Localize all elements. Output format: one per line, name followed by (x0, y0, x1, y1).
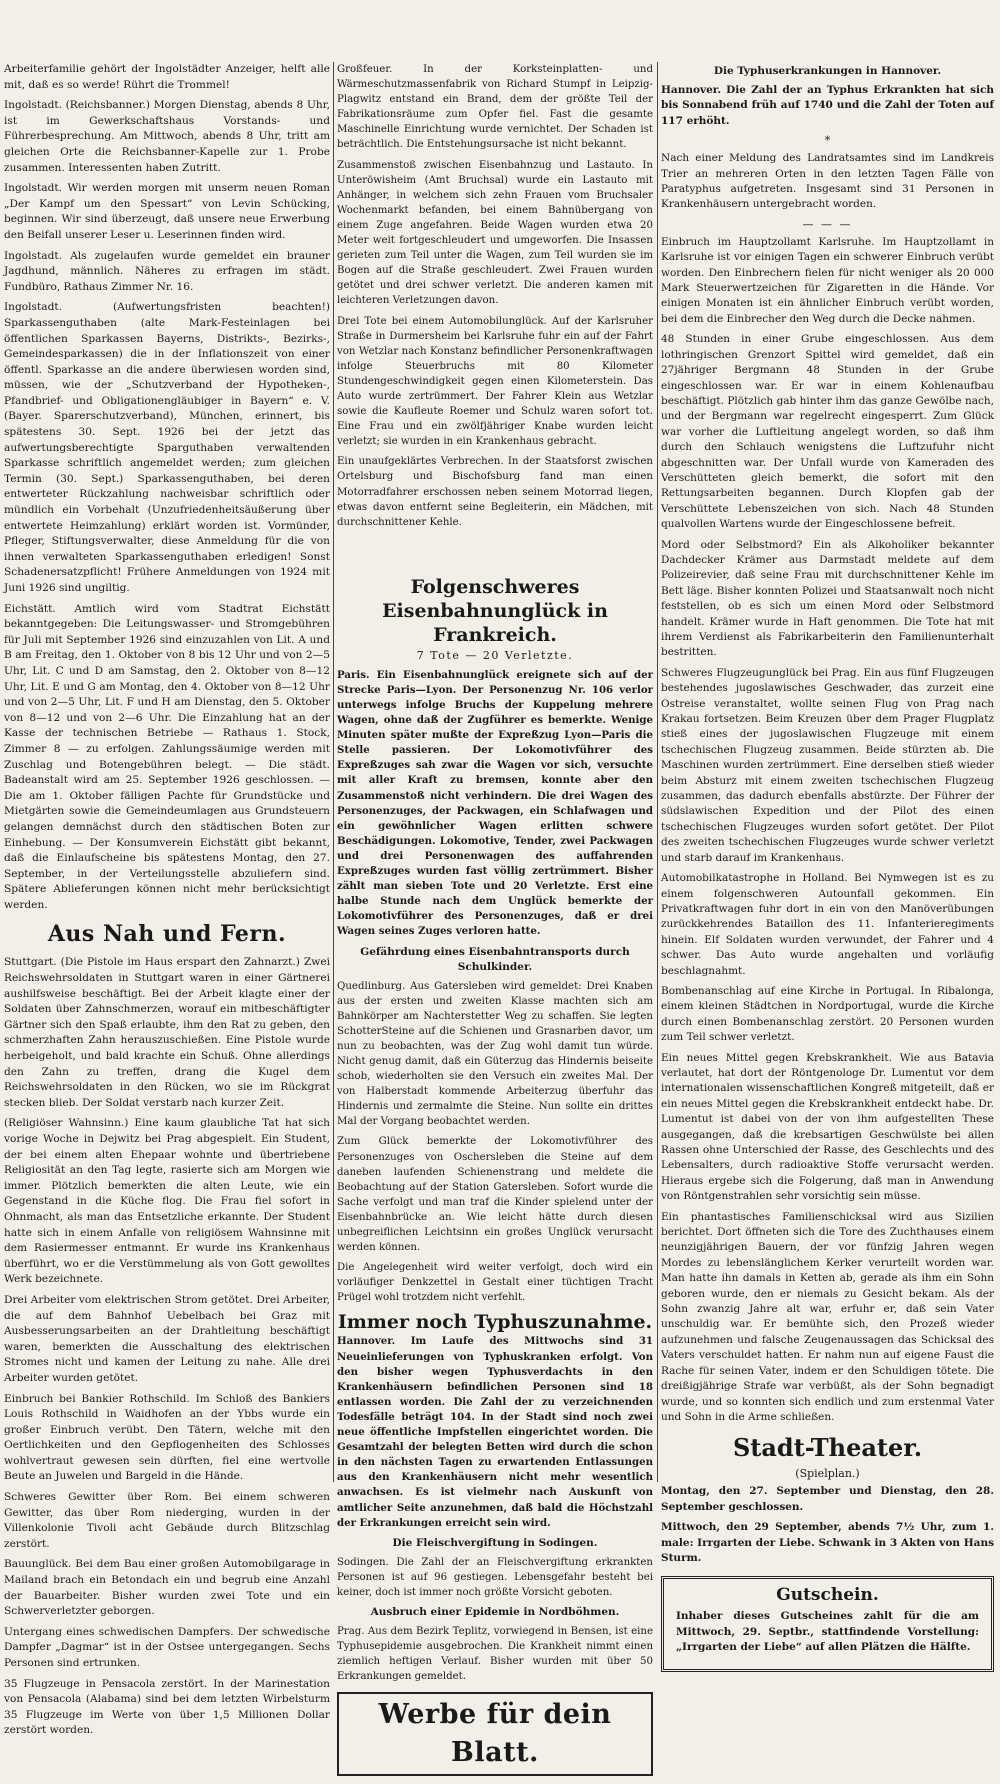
dash-divider: — — — (802, 217, 853, 231)
theater-paragraph: Mittwoch, den 29 September, abends 7½ Uhr, zum 1. male: Irrgarten der Liebe. Schwank in 3 Akten von Hans Sturm. (661, 1521, 994, 1564)
coupon-text: Inhaber dieses Gutscheines zahlt für die am Mittwoch, 29. Septbr., stattfindende Vorstellung: „Irrgarten der Liebe“ auf allen Plätzen die Hälfte. (676, 1610, 979, 1654)
article-heading: Die Typhuserkrankungen in Hannover. (713, 65, 942, 77)
article-paragraph: Ingolstadt. Wir werden morgen mit unserm neuen Roman „Der Kampf um den Spessart“ von Levin Schücking, beginnen. Wir sind überzeugt, daß unsere neue Erwerbung den Beifall unserer Leser u. Leserinnen finden wird. (4, 182, 330, 241)
article-paragraph: Ingolstadt. (Aufwertungsfristen beachten!) Sparkassenguthaben (alte Mark-Festeinlagen bei öffentlichen Sparkassen Bayerns, Distrikts-, Bezirks-, Gemeindesparkassen) die in der Inflationszeit von einer öffentl. Sparkasse an die andere überwiesen worden sind, müssen, wie der „Schutzverband der Hypotheken-, Pfandbrief- und Obligationengläubiger in Bayern“ e. V. (Bayer. Sparerschutzverband), München, erinnert, bis spätestens 30. Sept. 1926 bei der jetzt das aufwertungsberechtigte Sparguthaben verwaltenden Sparkasse schriftlich angemeldet werden; zum gleichen Termin (30. Sept.) Sparkassenguthaben, bei deren entwerteter Rückzahlung nachweisbar schriftlich oder mündlich ein Vorbehalt (Unzufriedenheitsäußerung über entwertete Heimzahlung) erklärt worden ist. Vormünder, Pfleger, Stiftungsverwalter, diese Anmeldung für die von ihnen verwalteten Sparkassenguthaben erledigen! Sonst Schadenersatzpflicht! Frühere Anmeldungen von 1924 mit Juni 1926 sind ungiltig. (4, 301, 330, 594)
article-paragraph: Ingolstadt. (Reichsbanner.) Morgen Dienstag, abends 8 Uhr, ist im Gewerkschaftshaus Vorstands- und Führerbesprechung. Am Mittwoch, abends 8 Uhr, tritt am gleichen Orte die Reichsbanner-Kapelle zur 1. Probe zusammen. Interessenten haben Zutritt. (4, 99, 330, 174)
article-paragraph: Ein neues Mittel gegen Krebskrankheit. Wie aus Batavia verlautet, hat dort der Röntgenologe Dr. Lumentut vor dem internationalen wissenschaftlichen Kongreß mitgeteilt, daß er ein neues Mittel gegen die Krebskrankheit entdeckt habe. Dr. Lumentut ist dabei von der von ihm aufgestellten These ausgegangen, daß die krebsartigen Geschwülste bei allen Rassen ohne Unterschied der Rasse, des Geschlechts und des Lebensalters, durch radioaktive Stoffe verursacht werden. Hieraus ergebe sich die Folgerung, daß man in Anwendung von Röntgenstrahlen sehr vorsichtig sein müsse. (661, 1051, 994, 1203)
coupon-title: Gutschein. (776, 1585, 879, 1606)
article-paragraph: Hannover. Im Laufe des Mittwochs sind 31 Neueinlieferungen von Typhuskranken erfolgt. Von den bisher wegen Typhusverdachts in den Krankenhäusern befindlichen Personen sind 18 entlassen worden. Die Zahl der zu verzeichnenden Todesfälle beträgt 104. In der Stadt sind noch zwei neue öffentliche Impfstellen eingerichtet worden. Die Gesamtzahl der belegten Betten wird durch die schon in den nächsten Tagen zu erwartenden Entlassungen aus den Krankenhäusern nicht mehr wesentlich anwachsen. Es ist vielmehr nach Auskunft von amtlicher Seite anzunehmen, daß bald die Höchstzahl der Erkrankungen erreicht sein wird. (337, 1335, 653, 1529)
article-paragraph: Quedlinburg. Aus Gatersleben wird gemeldet: Drei Knaben aus der ersten und zweiten Klasse machten sich am Bahnkörper am Nachterstetter Weg zu schaffen. Sie legten SchotterSteine auf die Schienen und Grasnarben davor, um nun zu beobachten, was der Zug wohl damit tun würde. Nicht genug damit, daß ein Güterzug das Hindernis beiseite schob, wiederholten sie den Versuch ein zweites Mal. Der von Halberstadt kommende Arbeiterzug überfuhr das Hindernis und zermalmte die Steine. Nun sollte ein drittes Mal der Vorgang beobachtet werden. (337, 980, 653, 1128)
article-paragraph: Arbeiterfamilie gehört der Ingolstädter Anzeiger, helft alle mit, daß es so werde! Rührt die Trommel! (4, 63, 330, 91)
section-title: Aus Nah und Fern. (47, 921, 287, 948)
article-paragraph: Die Angelegenheit wird weiter verfolgt, doch wird ein vorläufiger Denkzettel in Gestalt einer tüchtigen Tracht Prügel wohl trotzdem nicht verfehlt. (337, 1262, 653, 1304)
article-paragraph: Eichstätt. Amtlich wird vom Stadtrat Eichstätt bekanntgegeben: Die Leitungswasser- und Stromgebühren für Juli mit September 1926 sind einzuzahlen von Lit. A und B am Freitag, den 1. Oktober von 8 bis 12 Uhr und von 2—5 Uhr, Lit. C und D am Samstag, den 2. Oktober von 8—12 Uhr, Lit. E und G am Montag, den 4. Oktober von 8—12 Uhr und von 2—5 Uhr, Lit. F und H am Dienstag, den 5. Oktober von 8—12 und von 2—6 Uhr. Die Einzahlung hat an der Kasse der technischen Betriebe — Rathaus 1. Stock, Zimmer 8 — zu erfolgen. Zahlungssäumige werden mit Zuschlag und Botengebühren belegt. — Die städt. Badeanstalt wird am 25. September 1926 geschlossen. — Die am 1. Oktober fälligen Pachte für Grundstücke und Mietgärten sowie die Gemeindeumlagen aus Grundsteuern gelangen demnächst durch den städtischen Boten zur Einhebung. — Der Konsumverein Eichstätt gibt bekannt, daß die Einlaufscheine bis spätestens Montag, den 27. September, in der Verteilungsstelle abzuliefern sind. Spätere Ablieferungen können nicht mehr berücksichtigt werden. (4, 602, 330, 911)
article-paragraph: Prag. Aus dem Bezirk Teplitz, vorwiegend in Bensen, ist eine Typhusepidemie ausgebrochen. Die Krankheit nimmt einen ziemlich heftigen Verlauf. Bisher wurden mit über 50 Erkrankungen gemeldet. (337, 1625, 653, 1683)
article-paragraph: Mord oder Selbstmord? Ein als Alkoholiker bekannter Dachdecker Krämer aus Darmstadt meldete auf dem Polizeirevier, daß seine Frau mit durchschnittener Kehle im Bett läge. Bisher konnten Polizei und Staatsanwalt noch nicht feststellen, ob es sich um einen Mord oder Selbstmord handelt. Krämer wurde in Haft genommen. Die Tote hat mit ihrem Verdienst als Fabrikarbeiterin den Familienunterhalt bestritten. (661, 538, 994, 659)
article-paragraph: Einbruch im Hauptzollamt Karlsruhe. Im Hauptzollamt in Karlsruhe ist vor einigen Tagen ein schwerer Einbruch verübt worden. Den Einbrechern fielen für nicht weniger als 20 000 Mark Steuerwertzeichen für Zigaretten in die Hände. Vor einigen Monaten ist ein ähnlicher Einbruch verübt worden, bei dem die Einbrecher den Weg durch die Decke nahmen. (661, 235, 994, 325)
article-paragraph: Zusammenstoß zwischen Eisenbahnzug und Lastauto. In Unteröwisheim (Amt Bruchsal) wurde ein Lastauto mit Anhänger, in welchem sich zehn Frauen vom Bruchsaler Wochenmarkt befanden, bei einem Bahnübergang von einem Zuge angefahren. Beide Wagen wurden etwa 20 Meter weit fortgeschleudert und umgeworfen. Die Insassen gerieten zum Teil unter die Wagen, zum Teil wurden sie im Bogen auf die Straße geschleudert. Zwei Frauen wurden getötet und drei schwer verletzt. Die anderen kamen mit leichteren Verletzungen davon. (337, 159, 653, 307)
article-paragraph: Drei Arbeiter vom elektrischen Strom getötet. Drei Arbeiter, die auf dem Bahnhof Uebelbach bei Graz mit Ausbesserungsarbeiten an der Drahtleitung beschäftigt waren, bemerkten die Ausschaltung des elektrischen Stromes nicht und kamen der Leitung zu nahe. Alle drei Arbeiter wurden getötet. (4, 1293, 330, 1384)
article-paragraph: Hannover. Die Zahl der an Typhus Erkrankten hat sich bis Sonnabend früh auf 1740 und die Zahl der Toten auf 117 erhöht. (661, 84, 994, 127)
star-divider-icon: * (824, 134, 831, 148)
article-paragraph: Schweres Gewitter über Rom. Bei einem schweren Gewitter, das über Rom niederging, wurden in der Villenkolonie Tivoli acht Gebäude durch Blitzschlag zerstört. (4, 1491, 330, 1550)
article-heading: Die Fleischvergiftung in Sodingen. (392, 1536, 598, 1549)
column-right (661, 62, 994, 1672)
theater-subtitle: (Spielplan.) (795, 1467, 860, 1481)
article-paragraph: Bauunglück. Bei dem Bau einer großen Automobilgarage in Mailand brach ein Betondach ein und begrub eine Anzahl der Bauarbeiter. Bisher wurden zwei Tote und ein Schwerverletzter geborgen. (4, 1558, 330, 1618)
theater-paragraph: Montag, den 27. September und Dienstag, den 28. September geschlossen. (661, 1485, 994, 1513)
subheadline: 7 Tote — 20 Verletzte. (416, 648, 574, 662)
article-paragraph: Schweres Flugzeugunglück bei Prag. Ein aus fünf Flugzeugen bestehendes jugoslawisches Geschwader, das zurzeit eine Ostreise veranstaltet, wollte seinen Flug von Prag nach Krakau fortsetzen. Beim Kreuzen über dem Prager Flugplatz stieß eines der jugoslawischen Flugzeuge mit einem tschechischen Flugzeug zusammen. Beide stürzten ab. Die Maschinen wurden zertrümmert. Eine derselben stieß wieder beim Absturz mit einem zweiten tschechischen Flugzeug zusammen, das dadurch ebenfalls abstürzte. Der Führer der südslawischen Expedition und der Pilot des einen tschechischen Flugzeuges wurden sofort getötet. Der Pilot des zweiten tschechischen Flugzeuges wurde schwer verletzt und starb darauf im Krankenhaus. (661, 666, 994, 864)
article-paragraph: Ein unaufgeklärtes Verbrechen. In der Staatsforst zwischen Ortelsburg und Bischofsburg fand man einen Motorradfahrer erschossen neben seinem Motorrad liegen, etwas davon entfernt seine Begleiterin, ein Mädchen, mit durchschnittener Kehle. (337, 456, 653, 528)
article-paragraph: Bombenanschlag auf eine Kirche in Portugal. In Ribalonga, einem kleinen Städtchen in Nordportugal, wurde die Kirche durch einen Bombenanschlag zerstört. 20 Personen wurden zum Teil schwer verletzt. (661, 984, 994, 1044)
article-paragraph: Zum Glück bemerkte der Lokomotivführer des Personenzuges von Oschersleben die Steine auf dem daneben laufenden Schienenstrang und meldete die Beobachtung auf der Station Gatersleben. Sofort wurde die Sache verfolgt und man traf die Kinder spielend unter der Eisenbahnbrücke an. Wie leicht hätte durch diesen unbegreiflichen Leichtsinn ein großes Unglück verursacht werden können. (337, 1136, 653, 1254)
article-paragraph: Automobilkatastrophe in Holland. Bei Nymwegen ist es zu einem folgenschweren Autounfall gekommen. Ein Privatkraftwagen fuhr dort in ein von den Manöverübungen zurückkehrendes Bataillon des 11. Infanterieregiments hinein. Elf Soldaten wurden verwundet, der Fahrer und 4 schwer. Das Auto wurde angehalten und vorläufig beschlagnahmt. (661, 872, 994, 977)
article-paragraph: Paris. Ein Eisenbahnunglück ereignete sich auf der Strecke Paris—Lyon. Der Personenzug Nr. 106 verlor unterwegs infolge Bruchs der Kuppelung mehrere Wagen, ohne daß der Zugführer es bemerkte. Wenige Minuten später mußte der Expreßzug Lyon—Paris die Stelle passieren. Der Lokomotivführer des Expreßzuges sah zwar die Wagen vor sich, versuchte mit aller Kraft zu bremsen, konnte aber den Zusammenstoß nicht verhindern. Die drei Wagen des Personenzuges, der Packwagen, ein Schlafwagen und ein gewöhnlicher Wagen erlitten schwere Beschädigungen. Lokomotive, Tender, zwei Packwagen und drei Personenwagen des auffahrenden Expreßzuges wurden fast völlig zertrümmert. Bisher zählt man sieben Tote und 20 Verletzte. Erst eine halbe Stunde nach dem Unglück bemerkte der Lokomotivführer des Personenzuges, daß er drei Wagen seines Zuges verloren hatte. (337, 668, 653, 938)
article-paragraph: 35 Flugzeuge in Pensacola zerstört. In der Marinestation von Pensacola (Alabama) sind bei dem letzten Wirbelsturm 35 Flugzeuge im Werte von über 1,5 Millionen Dollar zerstört worden. (4, 1677, 330, 1737)
article-paragraph: Ein phantastisches Familienschicksal wird aus Sizilien berichtet. Dort öffneten sich die Tore des Zuchthauses einem neunzigjährigen Bauern, der vor fünfzig Jahren wegen Mordes zu lebenslänglichem Kerker verurteilt worden war. Man hatte ihn damals in Ketten ab, gerade als ihm ein Sohn geboren wurde, den er niemals zu Gesicht bekam. Als der Sohn zwanzig Jahre alt war, erfuhr er, daß sein Vater unschuldig war. Er bemühte sich, den Prozeß wieder aufzunehmen und falsche Zeugenaussagen das Schicksal des Vaters verschuldet hatten. Er nahm nun auf eigene Faust die Rache für seinen Vater, indem er den Schuldigen tötete. Die dreißigjährige Strafe war verbüßt, als der Sohn begnadigt wurde, und so konnten sich endlich und zum erstenmal Vater und Sohn in die Arme schließen. (661, 1210, 994, 1423)
article-paragraph: Untergang eines schwedischen Dampfers. Der schwedische Dampfer „Dagmar“ ist in der Ostsee untergegangen. Sechs Personen sind ertrunken. (4, 1625, 330, 1669)
article-heading: Gefährdung eines Eisenbahntransports durch Schulkinder. (360, 945, 630, 973)
headline: Immer noch Typhuszunahme. (337, 1311, 653, 1334)
article-paragraph: Stuttgart. (Die Pistole im Haus erspart den Zahnarzt.) Zwei Reichswehrsoldaten in Stuttgart waren in einer Gärtnerei aushilfsweise beschäftigt. Bei der Arbeit klagte einer der Soldaten über Zahnschmerzen, worauf ein mitbeschäftigter Gärtner sich den Spaß erlaubte, ihm den Rat zu geben, den schmerzhaften Zahn herauszuschießen. Eine Pistole wurde herbeigeholt, und bald krachte ein Schuß. Ohne allerdings den Zahn zu treffen, drang die Kugel dem Reichswehrsoldaten in den Rücken, wo sie im Rückgrat stecken blieb. Der Soldat verstarb nach kurzer Zeit. (4, 956, 330, 1109)
column-left (4, 62, 330, 1744)
article-heading: Ausbruch einer Epidemie in Nordböhmen. (370, 1605, 620, 1618)
ad-box (337, 1692, 653, 1776)
article-paragraph: (Religiöser Wahnsinn.) Eine kaum glaubliche Tat hat sich vorige Woche in Dejwitz bei Prag abgespielt. Ein Student, der bei einem alten Ehepaar wohnte und übertriebene Religiosität an den Tag legte, rasierte sich am Morgen wie immer. Plötzlich bemerkten die alten Leute, wie ein Gegenstand in die Küche flog. Die Frau fiel sofort in Ohnmacht, als man das Entsetzliche erkannte. Der Student hatte sich in einem Anfalle von religiösem Wahnsinne mit dem Rasiermesser entmannt. Er wurde ins Krankenhaus überführt, wo er die Verstümmelung als von Gott gewolltes Werk bezeichnete. (4, 1117, 330, 1286)
article-paragraph: 48 Stunden in einer Grube eingeschlossen. Aus dem lothringischen Grenzort Spittel wird gemeldet, daß ein 27jähriger Bergmann 48 Stunden in der Grube eingeschlossen war. Er war in einem Kohlenaufbau beschäftigt. Plötzlich gab hinter ihm das ganze Gewölbe nach, und der Bergmann war regelrecht eingesperrt. Zum Glück war vorher die Luftleitung angelegt worden, so daß ihm durch den Schlauch wenigstens die Luftzufuhr nicht abgeschnitten war. Der Unfall wurde von Kameraden des Verschütteten gleich bemerkt, die sofort mit den Rettungsarbeiten begannen. Durch Klopfen gab der Verschüttete Lebenszeichen von sich. Nach 48 Stunden qualvollen Wartens wurde der Eingeschlossene befreit. (661, 333, 994, 531)
column-rule (333, 62, 334, 1482)
article-paragraph: Nach einer Meldung des Landratsamtes sind im Landkreis Trier an mehreren Orten in den letzten Tagen Fälle von Paratyphus aufgetreten. Insgesamt sind 31 Personen in Krankenhäusern untergebracht worden. (661, 152, 994, 211)
column-rule (657, 62, 658, 1482)
ad-slogan: Werbe für dein Blatt. (378, 1699, 612, 1769)
column-middle (337, 62, 653, 1784)
coupon-box (661, 1576, 994, 1671)
headline: Folgenschweres Eisenbahnunglück in Frankreich. (382, 575, 608, 646)
article-paragraph: Drei Tote bei einem Automobilunglück. Auf der Karlsruher Straße in Durmersheim bei Karlsruhe fuhr ein auf der Fahrt von Wetzlar nach Konstanz befindlicher Personenkraftwagen infolge Steuerbruchs mit 80 Kilometer Stundengeschwindigkeit gegen einen Kilometerstein. Das Auto wurde zertrümmert. Der Fahrer Klein aus Wetzlar sowie die Kaufleute Roemer und Schulz waren sofort tot. Eine Frau und ein zwölfjähriger Knabe wurden leicht verletzt; sie wurden in ein Krankenhaus gebracht. (337, 315, 653, 448)
article-paragraph: Großfeuer. In der Korksteinplatten- und Wärmeschutzmassenfabrik von Richard Stumpf in Leipzig-Plagwitz entstand ein Brand, dem der größte Teil der Fabrikationsräume zum Opfer fiel. Fast die gesamte Maschinelle Einrichtung wurde vernichtet. Der Schaden ist beträchtlich. Die Entstehungsursache ist nicht bekannt. (337, 64, 653, 151)
article-paragraph: Einbruch bei Bankier Rothschild. Im Schloß des Bankiers Louis Rothschild in Waidhofen an der Ybbs wurde ein großer Einbruch verübt. Den Tätern, welche mit den Oertlichkeiten und den Gepflogenheiten des Schlosses wohlvertraut gewesen sein dürften, fiel eine wertvolle Beute an Juwelen und Bargeld in die Hände. (4, 1392, 330, 1483)
theater-title: Stadt-Theater. (732, 1433, 923, 1463)
article-paragraph: Ingolstadt. Als zugelaufen wurde gemeldet ein brauner Jagdhund, männlich. Näheres zu erfragen im städt. Fundbüro, Rathaus Zimmer Nr. 16. (4, 249, 330, 293)
article-paragraph: Sodingen. Die Zahl der an Fleischvergiftung erkrankten Personen ist auf 96 gestiegen. Lebensgefahr besteht bei keiner, doch ist immer noch größte Vorsicht geboten. (337, 1556, 653, 1598)
